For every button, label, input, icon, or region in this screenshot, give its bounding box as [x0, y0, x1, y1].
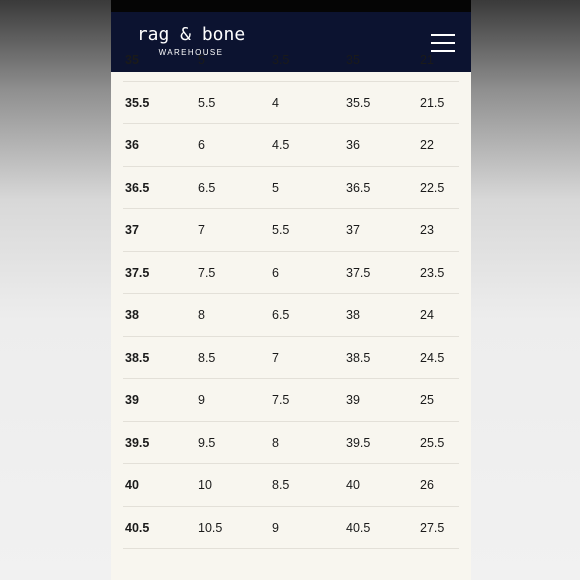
table-cell: 38 — [346, 308, 360, 322]
table-cell: 10.5 — [198, 520, 223, 535]
table-cell: 35.5 — [125, 95, 150, 110]
table-cell: 23.5 — [420, 265, 445, 280]
table-cell: 24 — [420, 308, 434, 322]
table-cell: 25.5 — [420, 435, 445, 450]
table-cell: 38.5 — [346, 350, 371, 365]
table-row — [123, 167, 459, 210]
table-row — [123, 464, 459, 507]
table-cell: 36.5 — [125, 180, 150, 195]
table-cell: 8.5 — [198, 350, 216, 365]
table-cell: 21 — [420, 53, 434, 67]
table-row — [123, 507, 459, 550]
table-cell: 39 — [346, 393, 360, 407]
table-cell: 39.5 — [346, 435, 371, 450]
table-row — [123, 124, 459, 167]
table-cell: 39 — [125, 393, 139, 407]
table-cell: 21.5 — [420, 95, 445, 110]
table-cell: 40 — [346, 478, 360, 492]
table-cell: 7.5 — [272, 393, 290, 407]
table-cell: 5 — [198, 53, 205, 67]
table-cell: 36 — [125, 138, 139, 152]
table-cell: 40.5 — [125, 520, 150, 535]
brand-subtitle: WAREHOUSE — [158, 48, 224, 57]
table-cell: 7.5 — [198, 265, 216, 280]
table-cell: 6 — [198, 138, 205, 152]
table-cell: 10 — [198, 478, 212, 492]
table-cell: 4 — [272, 95, 279, 110]
table-cell: 5.5 — [272, 223, 290, 237]
table-row — [123, 252, 459, 295]
table-cell: 9.5 — [198, 435, 216, 450]
table-cell: 9 — [198, 393, 205, 407]
table-row — [123, 39, 459, 82]
table-cell: 27.5 — [420, 520, 445, 535]
table-cell: 35 — [346, 53, 360, 67]
size-chart-rows — [111, 39, 471, 549]
table-cell: 22.5 — [420, 180, 445, 195]
table-cell: 22 — [420, 138, 434, 152]
brand-name: rag & bone — [136, 24, 246, 45]
table-cell: 25 — [420, 393, 434, 407]
table-cell: 37 — [125, 223, 139, 237]
table-cell: 39.5 — [125, 435, 150, 450]
table-cell: 37 — [346, 223, 360, 237]
table-cell: 7 — [198, 223, 205, 237]
size-chart-table — [111, 53, 471, 580]
table-cell: 24.5 — [420, 350, 445, 365]
table-cell: 7 — [272, 350, 279, 365]
table-row — [123, 379, 459, 422]
table-row — [123, 337, 459, 380]
table-cell: 40.5 — [346, 520, 371, 535]
table-row — [123, 209, 459, 252]
table-cell: 38 — [125, 308, 139, 322]
table-cell: 35 — [125, 53, 139, 67]
table-cell: 26 — [420, 478, 434, 492]
table-cell: 6.5 — [272, 308, 290, 322]
table-cell: 8 — [272, 435, 279, 450]
table-cell: 3.5 — [272, 53, 290, 67]
table-cell: 37.5 — [346, 265, 371, 280]
table-cell: 8 — [198, 308, 205, 322]
table-cell: 6.5 — [198, 180, 216, 195]
table-cell: 8.5 — [272, 478, 290, 492]
table-cell: 9 — [272, 520, 279, 535]
table-cell: 38.5 — [125, 350, 150, 365]
table-row — [123, 82, 459, 125]
table-cell: 4.5 — [272, 138, 290, 152]
table-cell: 6 — [272, 265, 279, 280]
table-cell: 37.5 — [125, 265, 150, 280]
table-cell: 5 — [272, 180, 279, 195]
table-cell: 23 — [420, 223, 434, 237]
table-row — [123, 422, 459, 465]
table-cell: 40 — [125, 478, 139, 492]
phone-screen — [111, 0, 471, 580]
table-cell: 5.5 — [198, 95, 216, 110]
menu-bar-line — [431, 34, 455, 36]
table-cell: 36.5 — [346, 180, 371, 195]
status-bar — [111, 0, 471, 12]
table-cell: 36 — [346, 138, 360, 152]
table-cell: 35.5 — [346, 95, 371, 110]
table-row — [123, 294, 459, 337]
